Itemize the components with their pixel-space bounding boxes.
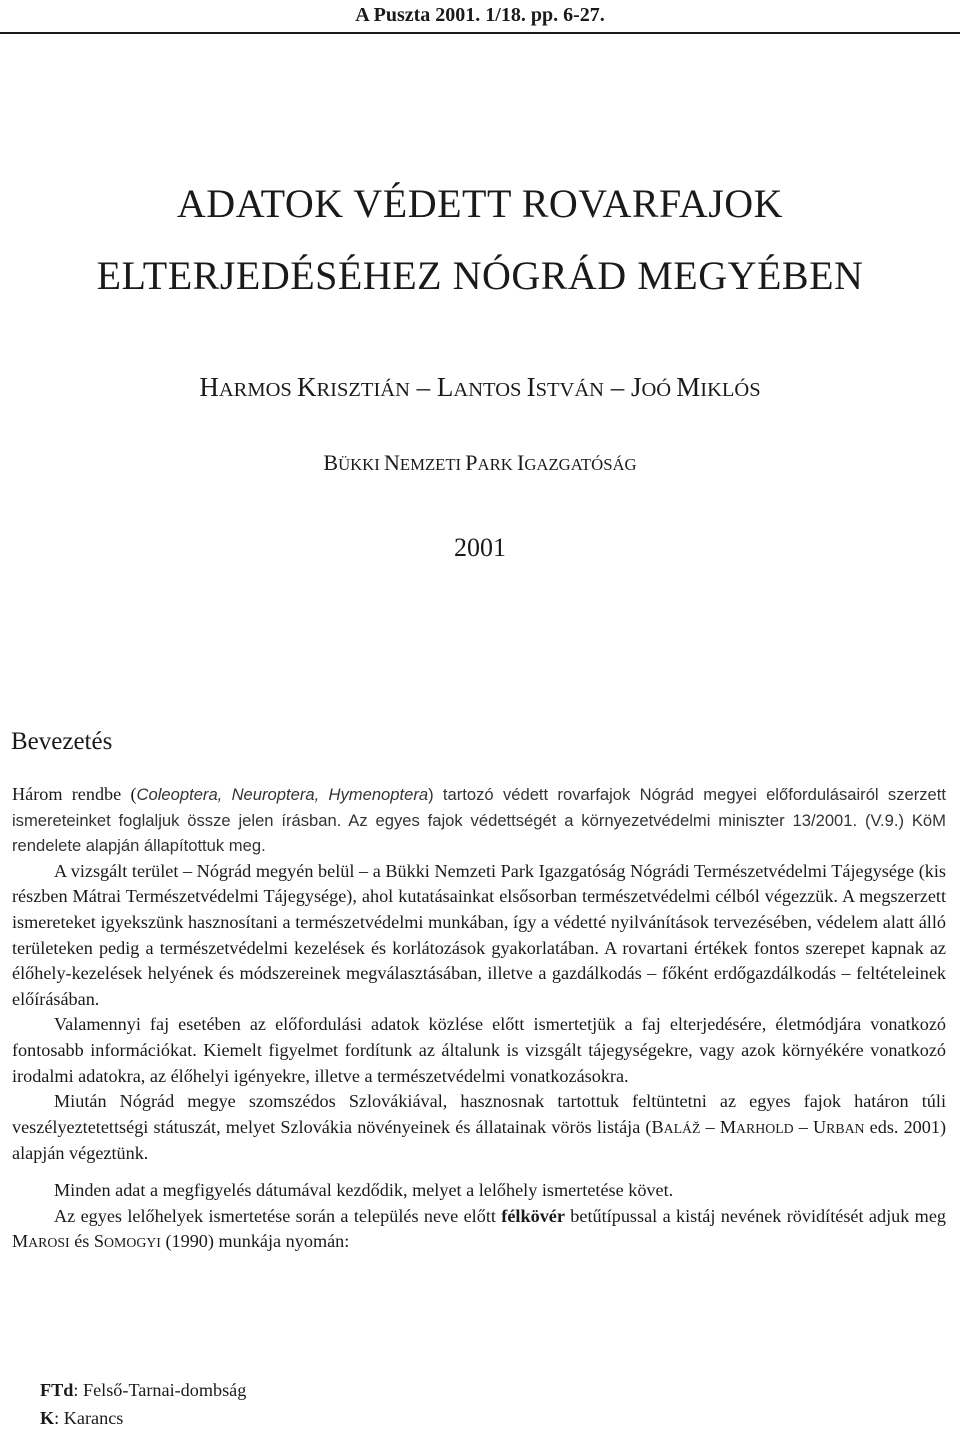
abbreviation-name: Felső-Tarnai-dombság bbox=[82, 1380, 247, 1400]
cite-surname: AROSI bbox=[28, 1235, 70, 1251]
cite-initial: M bbox=[719, 1116, 737, 1137]
affil-word: GAZGATÓSÁG bbox=[524, 455, 637, 474]
affil-word: EMZETI bbox=[399, 455, 466, 474]
abbreviation-item bbox=[40, 1378, 246, 1404]
cite-initial: M bbox=[12, 1231, 29, 1252]
affil-initial: N bbox=[384, 450, 400, 475]
cite-separator: – bbox=[700, 1116, 720, 1137]
text-run: és bbox=[69, 1231, 94, 1252]
author-3-initial: J bbox=[630, 372, 642, 402]
title-line-2: ELTERJEDÉSÉHEZ NÓGRÁD MEGYÉBEN bbox=[96, 253, 864, 298]
cite-surname: RBAN bbox=[826, 1120, 865, 1136]
article-title bbox=[0, 168, 960, 312]
paragraph-6 bbox=[12, 1204, 946, 1256]
publication-year: 2001 bbox=[454, 533, 506, 562]
text-run: eds. 2001) alapján végeztünk. bbox=[12, 1116, 947, 1164]
text-run: (1990) munkája nyomán: bbox=[160, 1231, 350, 1252]
author-2-given: STVÁN bbox=[535, 379, 604, 401]
journal-citation: A Puszta 2001. 1/18. pp. 6-27. bbox=[355, 4, 605, 26]
abbreviation-item bbox=[40, 1406, 123, 1432]
author-list bbox=[0, 372, 960, 403]
text-run: Három rendbe ( bbox=[12, 784, 137, 804]
title-line-1: ADATOK VÉDETT ROVARFAJOK bbox=[176, 181, 784, 226]
bold-word: félkövér bbox=[501, 1205, 565, 1226]
author-3-given-initial: M bbox=[676, 372, 701, 402]
abbreviation-code: K bbox=[40, 1408, 55, 1428]
abbreviation-name: Karancs bbox=[63, 1408, 124, 1428]
author-1-given-initial: K bbox=[296, 372, 317, 402]
cite-separator: – bbox=[793, 1116, 813, 1137]
author-separator: – bbox=[409, 372, 437, 402]
text-run: Az egyes lelőhelyek ismertetése során a település neve előtt bbox=[54, 1205, 502, 1226]
paragraph-1 bbox=[12, 782, 946, 859]
affiliation bbox=[0, 450, 960, 476]
cite-surname: OMOGYI bbox=[104, 1235, 161, 1251]
paragraph-3: Valamennyi faj esetében az előfordulási adatok közlése előtt ismertetjük a faj elterjedésére, életmódjára vonatkozó fontosabb információkat. Kiemelt figyelmet fordítunk az általunk is vizsgált tájegységekre, vagy azok környékére vonatkozó irodalmi adatokra, az élőhelyi igényekre, illetve a természetvédelmi vonatkozásokra. bbox=[12, 1014, 946, 1086]
text-run: ) tartozó védett rovarfajok Nógrád megyei előfordulásairól szerzett ismereteinket foglaljuk össze jelen írásban. Az egyes fajok védettségét a környezetvédelmi miniszter 13/2001. (V.9.) KöM rendelete alapján állapítottuk meg. bbox=[12, 785, 946, 856]
article-body bbox=[12, 782, 946, 1256]
abbreviation-sep: : bbox=[73, 1380, 83, 1400]
cite-initial: U bbox=[812, 1116, 827, 1137]
author-3-given: IKLÓS bbox=[700, 379, 761, 401]
text-run: betűtípussal a kistáj nevének rövidítését adjuk meg bbox=[564, 1205, 946, 1226]
abbreviation-code: FTd bbox=[40, 1380, 74, 1400]
running-header bbox=[0, 0, 960, 26]
affil-initial: P bbox=[465, 450, 478, 475]
cite-initial: B bbox=[651, 1116, 664, 1137]
affil-initial: B bbox=[323, 450, 339, 475]
section-heading: Bevezetés bbox=[11, 728, 113, 755]
author-2-initial: L bbox=[436, 372, 454, 402]
author-3-surname: OÓ bbox=[641, 379, 677, 401]
paragraph-4 bbox=[12, 1089, 946, 1167]
cite-surname: ALÁŽ bbox=[663, 1120, 701, 1136]
author-1-given: RISZTIÁN bbox=[316, 379, 410, 401]
header-rule bbox=[0, 32, 960, 34]
cite-initial: S bbox=[93, 1231, 105, 1252]
author-1-surname: ARMOS bbox=[218, 379, 297, 401]
paragraph-5: Minden adat a megfigyelés dátumával kezdődik, melyet a lelőhely ismertetése követ. bbox=[54, 1179, 674, 1200]
taxa-italic: Coleoptera, Neuroptera, Hymenoptera bbox=[136, 785, 429, 804]
paragraph-2: A vizsgált terület – Nógrád megyén belül – a Bükki Nemzeti Park Igazgatóság Nógrádi Természetvédelmi Tájegysége (kis részben Mátrai Természetvédelmi Tájegysége), ahol kutatásainkat elsősorban természetvédelmi célból végezzük. A megszerzett ismereteket igyekszünk hasznosítani a természetvédelmi munkában, így a védetté nyilvánítások tervezésében, védelem alatt álló területeken pedig a természetvédelmi kezelések és korlátozások gyakorlatában. A rovartani értékek fontos szerepet kapnak az élőhely-kezelések helyének és módszereinek megválasztásában, illetve a gazdálkodás – főként erdőgazdálkodás – feltételeinek előírásában. bbox=[12, 860, 946, 1009]
affil-initial: I bbox=[517, 450, 525, 475]
abbreviation-sep: : bbox=[54, 1408, 64, 1428]
cite-surname: ARHOLD bbox=[736, 1120, 794, 1136]
author-2-given-initial: I bbox=[526, 372, 536, 402]
author-1-initial: H bbox=[199, 372, 219, 402]
author-2-surname: ANTOS bbox=[453, 379, 527, 401]
affil-word: ARK bbox=[477, 455, 517, 474]
affil-word: ÜKKI bbox=[338, 455, 384, 474]
text-run: Miután Nógrád megye szomszédos Szlovákiával, hasznosnak tartottuk feltüntetni az egyes fajok határon túli veszélyeztetettségi státuszát, melyet Szlovákia növényeinek és állatainak vörös listája ( bbox=[12, 1091, 946, 1137]
author-separator: – bbox=[603, 372, 631, 402]
